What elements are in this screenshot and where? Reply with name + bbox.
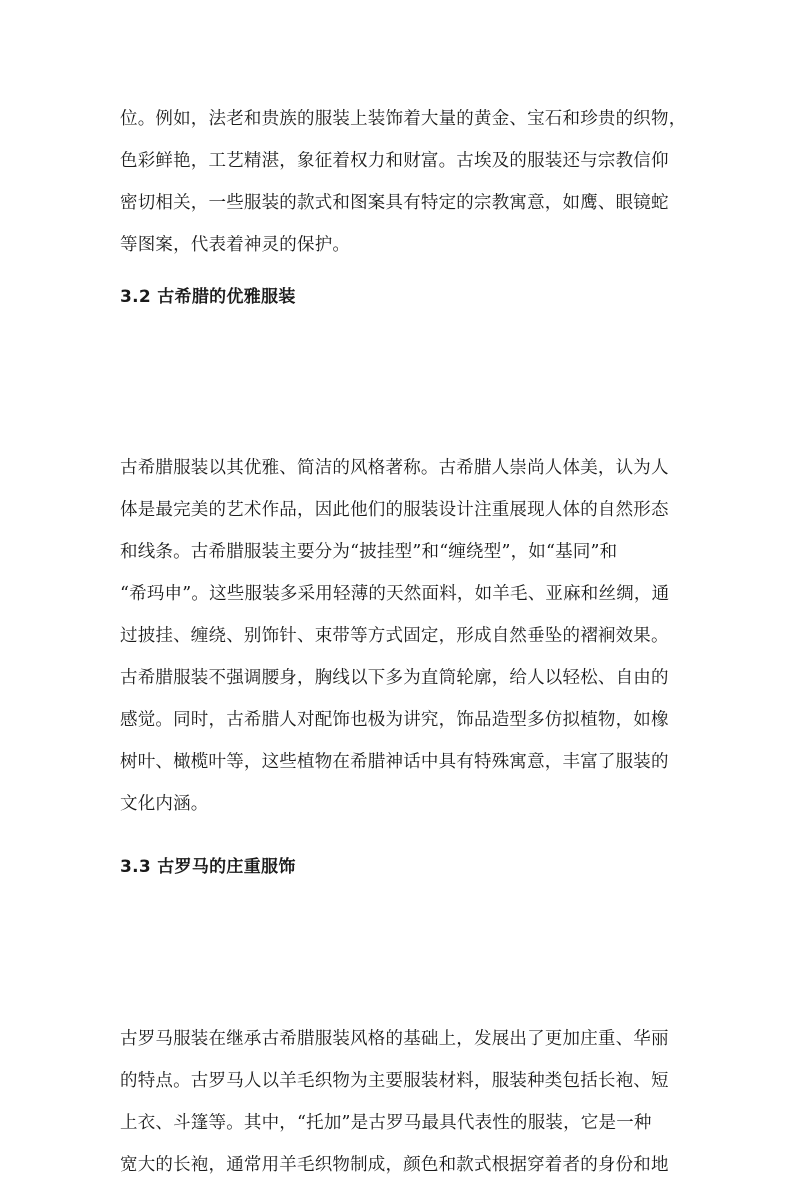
section-3-2-paragraph bbox=[120, 447, 669, 825]
paragraph-line: 文化内涵。 bbox=[120, 794, 209, 814]
section-heading-3-2: 3.2 古希腊的优雅服装 bbox=[120, 287, 296, 307]
paragraph-line: 等图案，代表着神灵的保护。 bbox=[120, 235, 351, 255]
paragraph-line: 古罗马服装在继承古希腊服装风格的基础上，发展出了更加庄重、华丽 bbox=[120, 1029, 669, 1049]
section-heading-3-3: 3.3 古罗马的庄重服饰 bbox=[120, 857, 296, 877]
paragraph-line: 古希腊服装不强调腰身，胸线以下多为直筒轮廓，给人以轻松、自由的 bbox=[120, 668, 669, 688]
paragraph-line: 体是最完美的艺术作品，因此他们的服装设计注重展现人体的自然形态 bbox=[120, 500, 669, 520]
paragraph-line: 树叶、橄榄叶等，这些植物在希腊神话中具有特殊寓意，丰富了服装的 bbox=[120, 752, 669, 772]
paragraph-line: 和线条。古希腊服装主要分为“披挂型”和“缠绕型”，如“基同”和 bbox=[120, 542, 618, 562]
paragraph-line: 宽大的长袍，通常用羊毛织物制成，颜色和款式根据穿着者的身份和地 bbox=[120, 1155, 669, 1175]
paragraph-line: “希玛申”。这些服装多采用轻薄的天然面料，如羊毛、亚麻和丝绸，通 bbox=[120, 584, 670, 604]
section-3-3-paragraph bbox=[120, 1018, 669, 1186]
paragraph-line: 色彩鲜艳，工艺精湛，象征着权力和财富。古埃及的服装还与宗教信仰 bbox=[120, 151, 669, 171]
paragraph-line: 密切相关，一些服装的款式和图案具有特定的宗教寓意，如鹰、眼镜蛇 bbox=[120, 193, 669, 213]
paragraph-line: 古希腊服装以其优雅、简洁的风格著称。古希腊人崇尚人体美，认为人 bbox=[120, 458, 669, 478]
paragraph-line: 位。例如，法老和贵族的服装上装饰着大量的黄金、宝石和珍贵的织物， bbox=[120, 109, 687, 129]
paragraph-line: 上衣、斗篷等。其中，“托加”是古罗马最具代表性的服装，它是一种 bbox=[120, 1113, 652, 1133]
paragraph-line: 过披挂、缠绕、别饰针、束带等方式固定，形成自然垂坠的褶裥效果。 bbox=[120, 626, 669, 646]
paragraph-line: 感觉。同时，古希腊人对配饰也极为讲究，饰品造型多仿拟植物，如橡 bbox=[120, 710, 669, 730]
paragraph-line: 的特点。古罗马人以羊毛织物为主要服装材料，服装种类包括长袍、短 bbox=[120, 1071, 669, 1091]
intro-paragraph bbox=[120, 98, 686, 266]
